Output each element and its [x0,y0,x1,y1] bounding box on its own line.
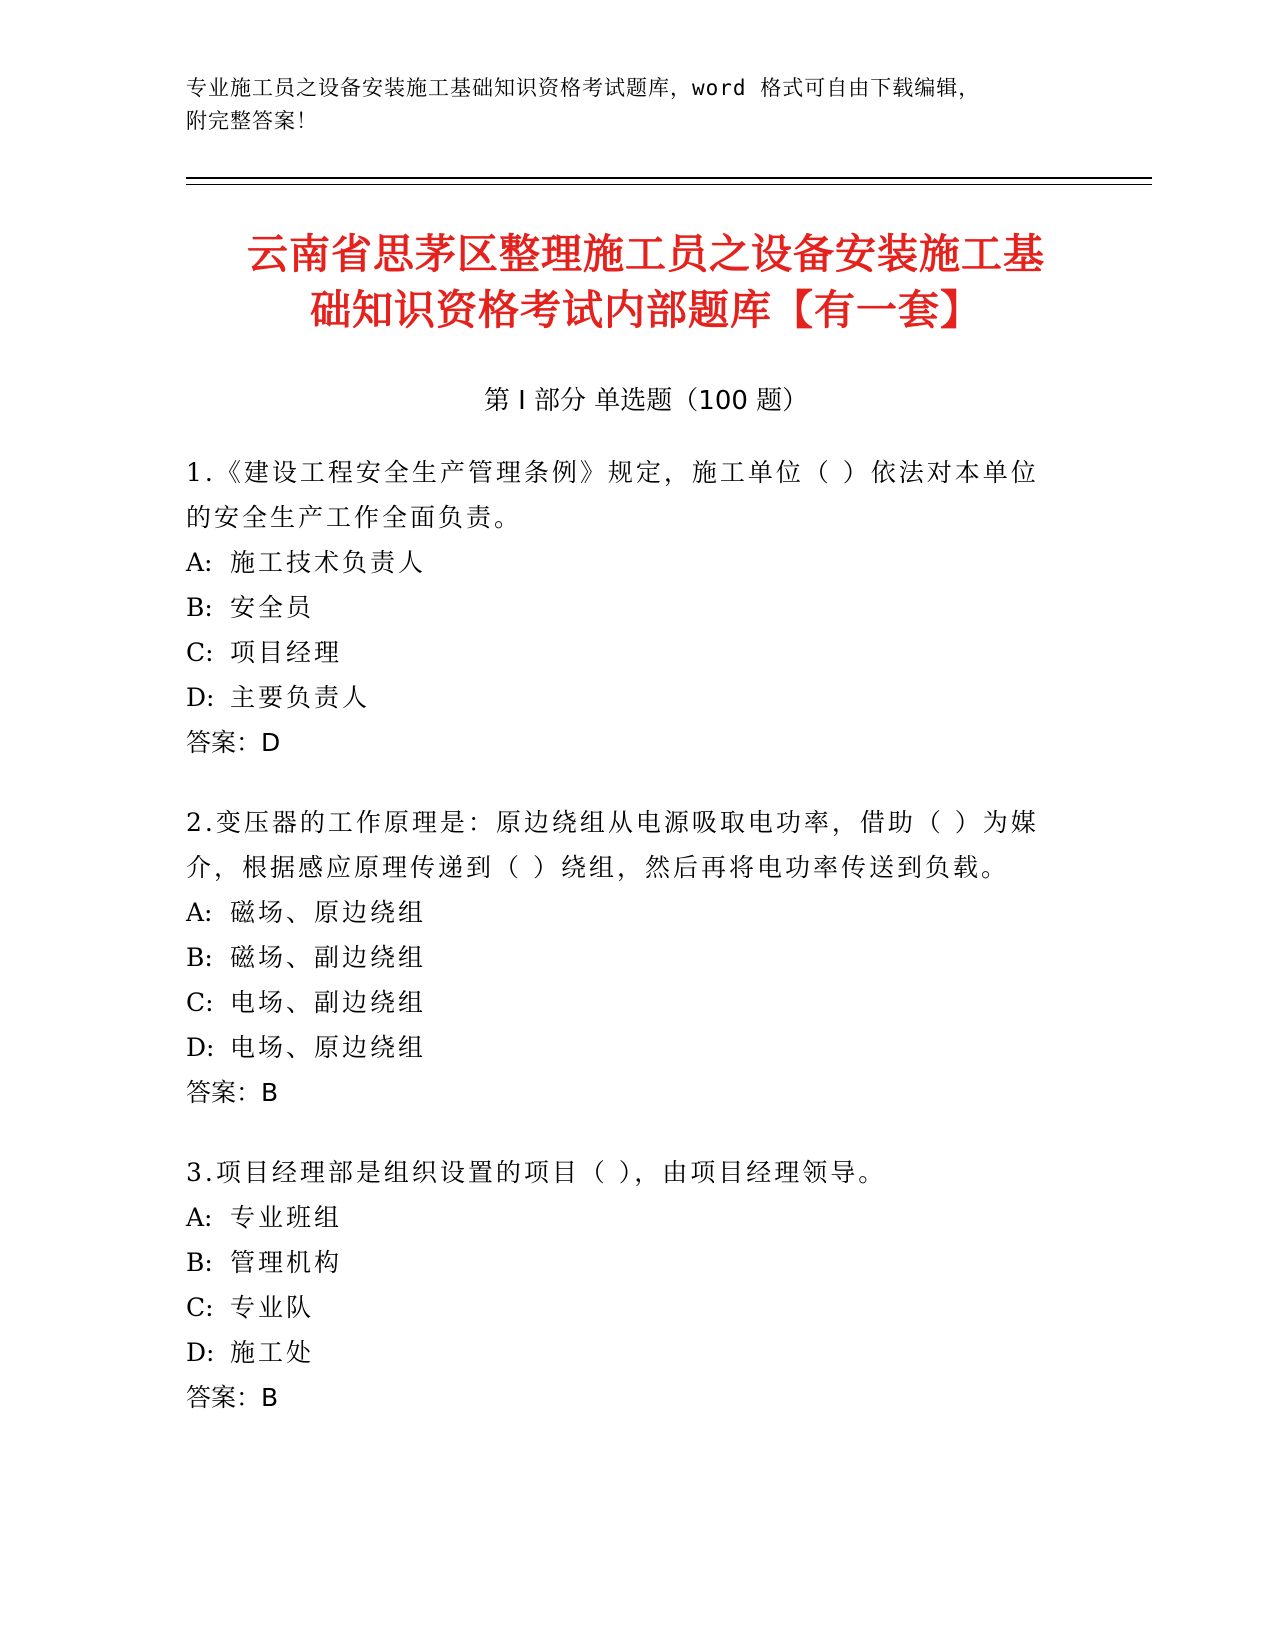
option-letter: C: [186,988,214,1017]
question-stem: 介，根据感应原理传递到（ ）绕组，然后再将电功率传送到负载。 [186,853,1009,882]
option-letter: A: [186,548,213,577]
option-a [186,540,1086,585]
option-letter: B: [186,593,213,622]
option-letter: D: [186,1338,215,1367]
option-text: 施工技术负责人 [230,548,427,577]
option-text: 磁场、原边绕组 [230,898,427,927]
question-stem: 的安全生产工作全面负责。 [186,503,523,532]
option-a [186,1195,1086,1240]
option-text: 主要负责人 [230,683,371,712]
question-2 [186,800,1086,1115]
document-title [186,226,1106,338]
option-letter: C: [186,638,214,667]
option-text: 项目经理 [230,638,343,667]
option-c [186,630,1086,675]
option-c [186,1285,1086,1330]
option-d [186,675,1086,720]
option-text: 管理机构 [230,1248,343,1277]
header-divider-thin [186,184,1152,185]
question-3 [186,1150,1086,1420]
option-text: 电场、原边绕组 [230,1033,427,1062]
question-1 [186,450,1086,765]
title-line: 础知识资格考试内部题库【有一套】 [310,286,982,334]
header-note [186,72,1066,138]
answer: 答案：B [186,1383,279,1412]
question-stem: 2.变压器的工作原理是：原边绕组从电源吸取电功率，借助（ ）为媒 [186,808,1039,837]
title-line: 云南省思茅区整理施工员之设备安装施工基 [247,230,1045,278]
option-text: 安全员 [230,593,315,622]
answer: 答案：B [186,1078,279,1107]
answer: 答案：D [186,728,281,757]
option-letter: A: [186,898,213,927]
option-b [186,1240,1086,1285]
question-stem: 3.项目经理部是组织设置的项目（ ），由项目经理领导。 [186,1158,887,1187]
option-c [186,980,1086,1025]
option-d [186,1025,1086,1070]
option-text: 专业队 [230,1293,315,1322]
option-text: 施工处 [230,1338,315,1367]
option-text: 磁场、副边绕组 [230,943,427,972]
option-letter: B: [186,943,213,972]
option-letter: B: [186,1248,213,1277]
option-text: 专业班组 [230,1203,343,1232]
header-divider-thick [186,177,1152,179]
header-note-line: 附完整答案！ [186,109,318,133]
option-a [186,890,1086,935]
option-b [186,585,1086,630]
option-text: 电场、副边绕组 [230,988,427,1017]
option-b [186,935,1086,980]
option-letter: D: [186,1033,215,1062]
section-title: 第 I 部分 单选题（100 题） [483,386,809,416]
option-letter: D: [186,683,215,712]
option-d [186,1330,1086,1375]
question-stem: 1.《建设工程安全生产管理条例》规定，施工单位（ ）依法对本单位 [186,458,1039,487]
header-note-line: 专业施工员之设备安装施工基础知识资格考试题库，word 格式可自由下载编辑， [186,76,981,100]
option-letter: A: [186,1203,213,1232]
option-letter: C: [186,1293,214,1322]
